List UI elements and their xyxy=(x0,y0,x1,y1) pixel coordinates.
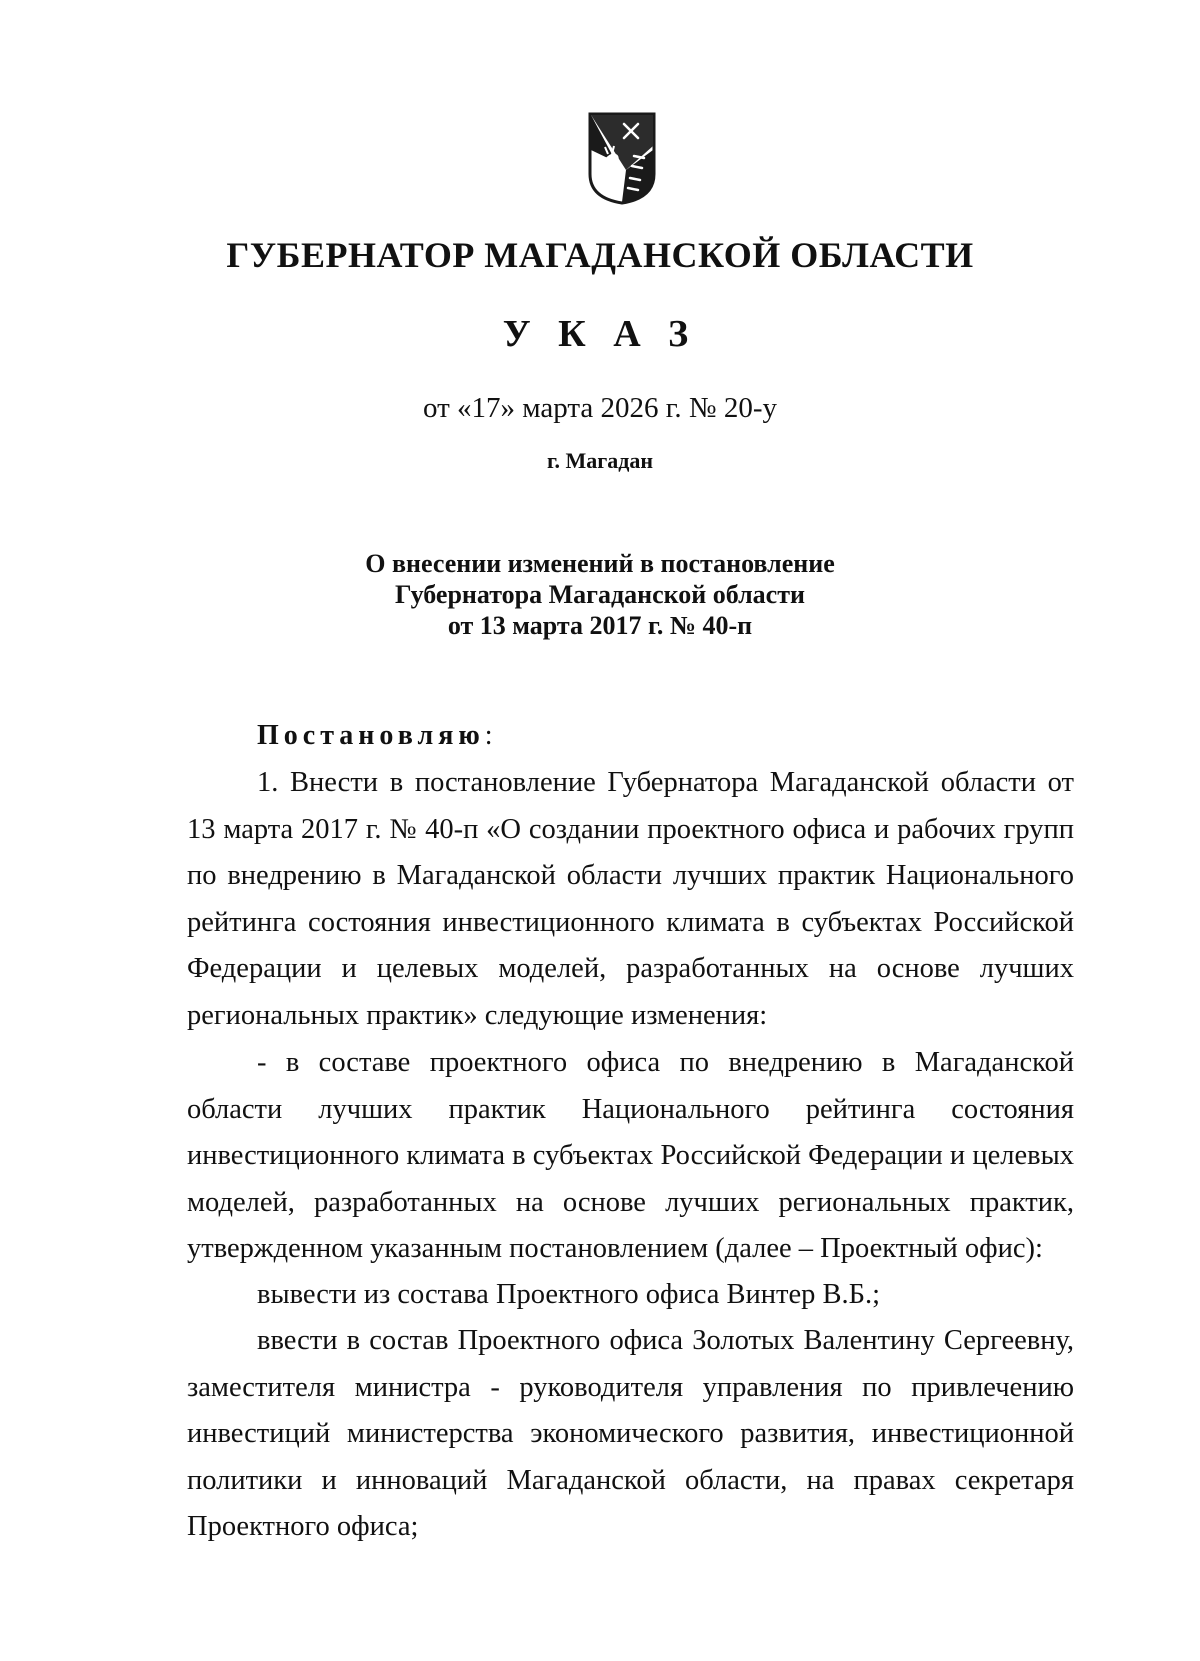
paragraph-4-block xyxy=(187,1318,1074,1551)
paragraph-3: вывести из состава Проектного офиса Винтер В.Б.; xyxy=(257,1279,881,1310)
authority-title: ГУБЕРНАТОР МАГАДАНСКОЙ ОБЛАСТИ xyxy=(226,235,974,275)
resolve-word: Постановляю xyxy=(257,720,485,751)
coat-of-arms-icon xyxy=(586,110,658,206)
paragraph-1: 1. Внести в постановление Губернатора Магаданской области от 13 марта 2017 г. № 40-п «О создании проектного офиса и рабочих групп по внедрению в Магаданской области лучших практик Национального рейтинга состояния инвестиционного климата в субъектах Российской Федерации и целевых моделей, разработанных на основе лучших региональных практик» следующие изменения: xyxy=(187,767,1074,1031)
paragraph-2: - в составе проектного офиса по внедрению в Магаданской области лучших практик Национального рейтинга состояния инвестиционного климата в субъектах Российской Федерации и целевых моделей, разработанных на основе лучших региональных практик, утвержденном указанным постановлением (далее – Проектный офис): xyxy=(187,1047,1074,1264)
paragraph-1-block xyxy=(187,760,1074,1039)
document-subject xyxy=(0,548,1200,641)
document-place: г. Магадан xyxy=(546,448,654,473)
resolve-colon: : xyxy=(484,720,493,751)
subject-line-1: О внесении изменений в постановление xyxy=(365,549,835,578)
resolve-heading xyxy=(257,720,493,752)
subject-line-3: от 13 марта 2017 г. № 40-п xyxy=(447,611,753,640)
paragraph-4: ввести в состав Проектного офиса Золотых Валентину Сергеевну, заместителя министра - руководителя управления по привлечению инвестиций министерства экономического развития, инвестиционной политики и инноваций Магаданской области, на правах секретаря Проектного офиса; xyxy=(187,1325,1074,1542)
subject-line-2: Губернатора Магаданской области xyxy=(395,580,805,609)
document-date-number: от «17» марта 2026 г. № 20-у xyxy=(422,392,778,424)
document-type: У К А З xyxy=(502,313,698,355)
paragraph-2-block xyxy=(187,1040,1074,1273)
paragraph-3-block xyxy=(187,1272,1074,1319)
